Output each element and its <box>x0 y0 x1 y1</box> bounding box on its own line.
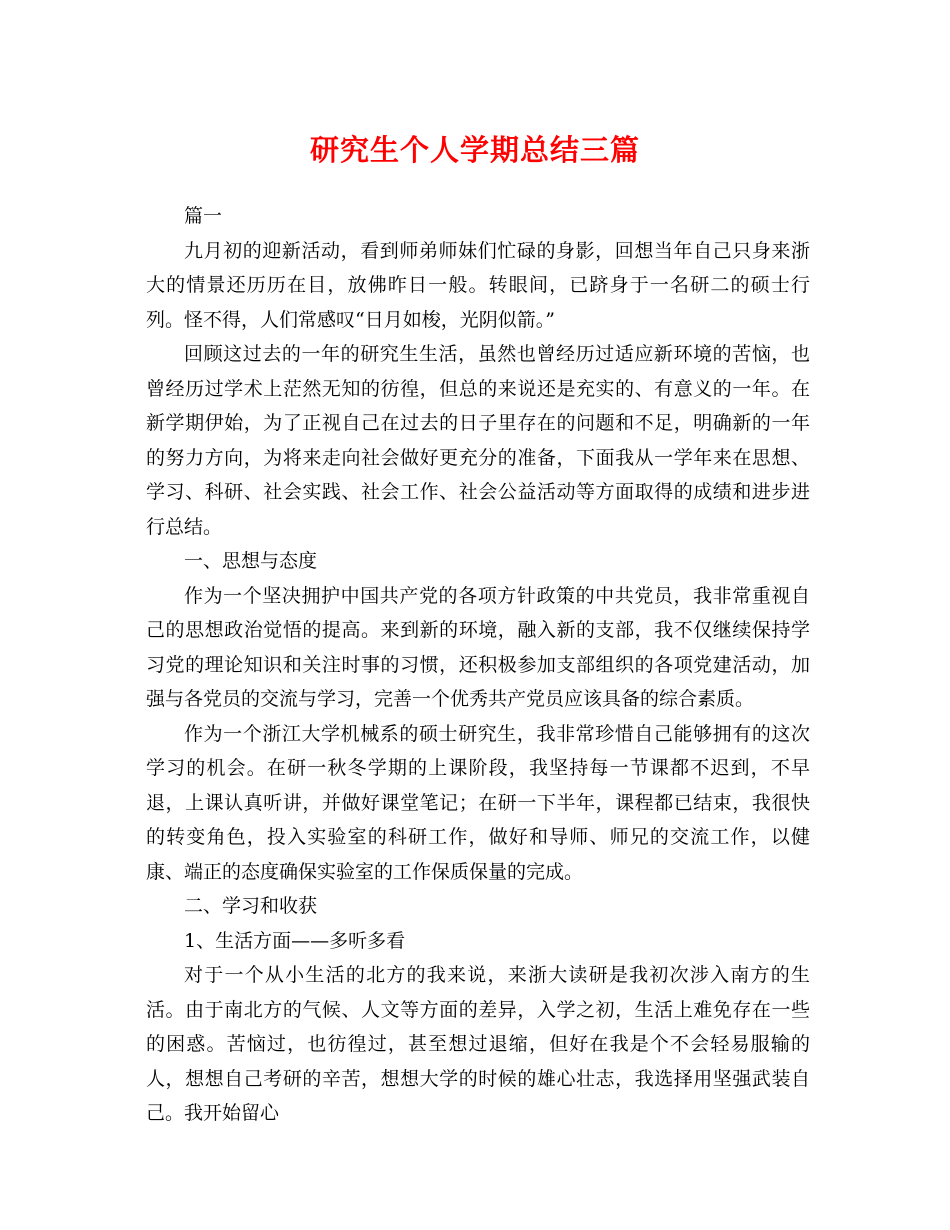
subheading-life-aspect: 1、生活方面——多听多看 <box>184 929 406 952</box>
paragraph-review: 回顾这过去的一年的研究生生活，虽然也曾经历过适应新环境的苦恼，也曾经历过学术上茫然无知的彷徨，但总的来说还是充实的、有意义的一年。在新学期伊始，为了正视自己在过去的日子里存在的问题和不足，明确新的一年的努力方向，为将来走向社会做好更充分的准备，下面我从一学年来在思想、学习、科研、社会实践、社会工作、社会公益活动等方面取得的成绩和进步进行总结。 <box>146 343 810 538</box>
paragraph-graduate-student: 作为一个浙江大学机械系的硕士研究生，我非常珍惜自己能够拥有的这次学习的机会。在研一秋冬学期的上课阶段，我坚持每一节课都不迟到，不早退，上课认真听讲，并做好课堂笔记；在研一下半年，课程都已结束，我很快的转变角色，投入实验室的科研工作，做好和导师、师兄的交流工作，以健康、端正的态度确保实验室的工作保质保量的完成。 <box>146 722 810 883</box>
document-body <box>146 199 810 1131</box>
document-title: 研究生个人学期总结三篇 <box>309 133 640 167</box>
paragraph-intro: 九月初的迎新活动，看到师弟师妹们忙碌的身影，回想当年自己只身来浙大的情景还历历在目，放佛昨日一般。转眼间，已跻身于一名研二的硕士行列。怪不得，人们常感叹“日月如梭，光阴似箭。” <box>146 239 810 331</box>
paragraph-life-south: 对于一个从小生活的北方的我来说，来浙大读研是我初次涉入南方的生活。由于南北方的气候、人文等方面的差异，入学之初，生活上难免存在一些的困惑。苦恼过，也彷徨过，甚至想过退缩，但好在我是个不会轻易服输的人，想想自己考研的辛苦，想想大学的时候的雄心壮志，我选择用坚强武装自己。我开始留心 <box>146 964 810 1124</box>
paragraph-party-member: 作为一个坚决拥护中国共产党的各项方针政策的中共党员，我非常重视自己的思想政治觉悟的提高。来到新的环境，融入新的支部，我不仅继续保持学习党的理论知识和关注时事的习惯，还积极参加支部组织的各项党建活动，加强与各党员的交流与学习，完善一个优秀共产党员应该具备的综合素质。 <box>146 584 810 710</box>
heading-study-gains: 二、学习和收获 <box>184 895 318 917</box>
section-label-pian-yi: 篇一 <box>184 205 223 227</box>
heading-thought-attitude: 一、思想与态度 <box>184 550 318 572</box>
